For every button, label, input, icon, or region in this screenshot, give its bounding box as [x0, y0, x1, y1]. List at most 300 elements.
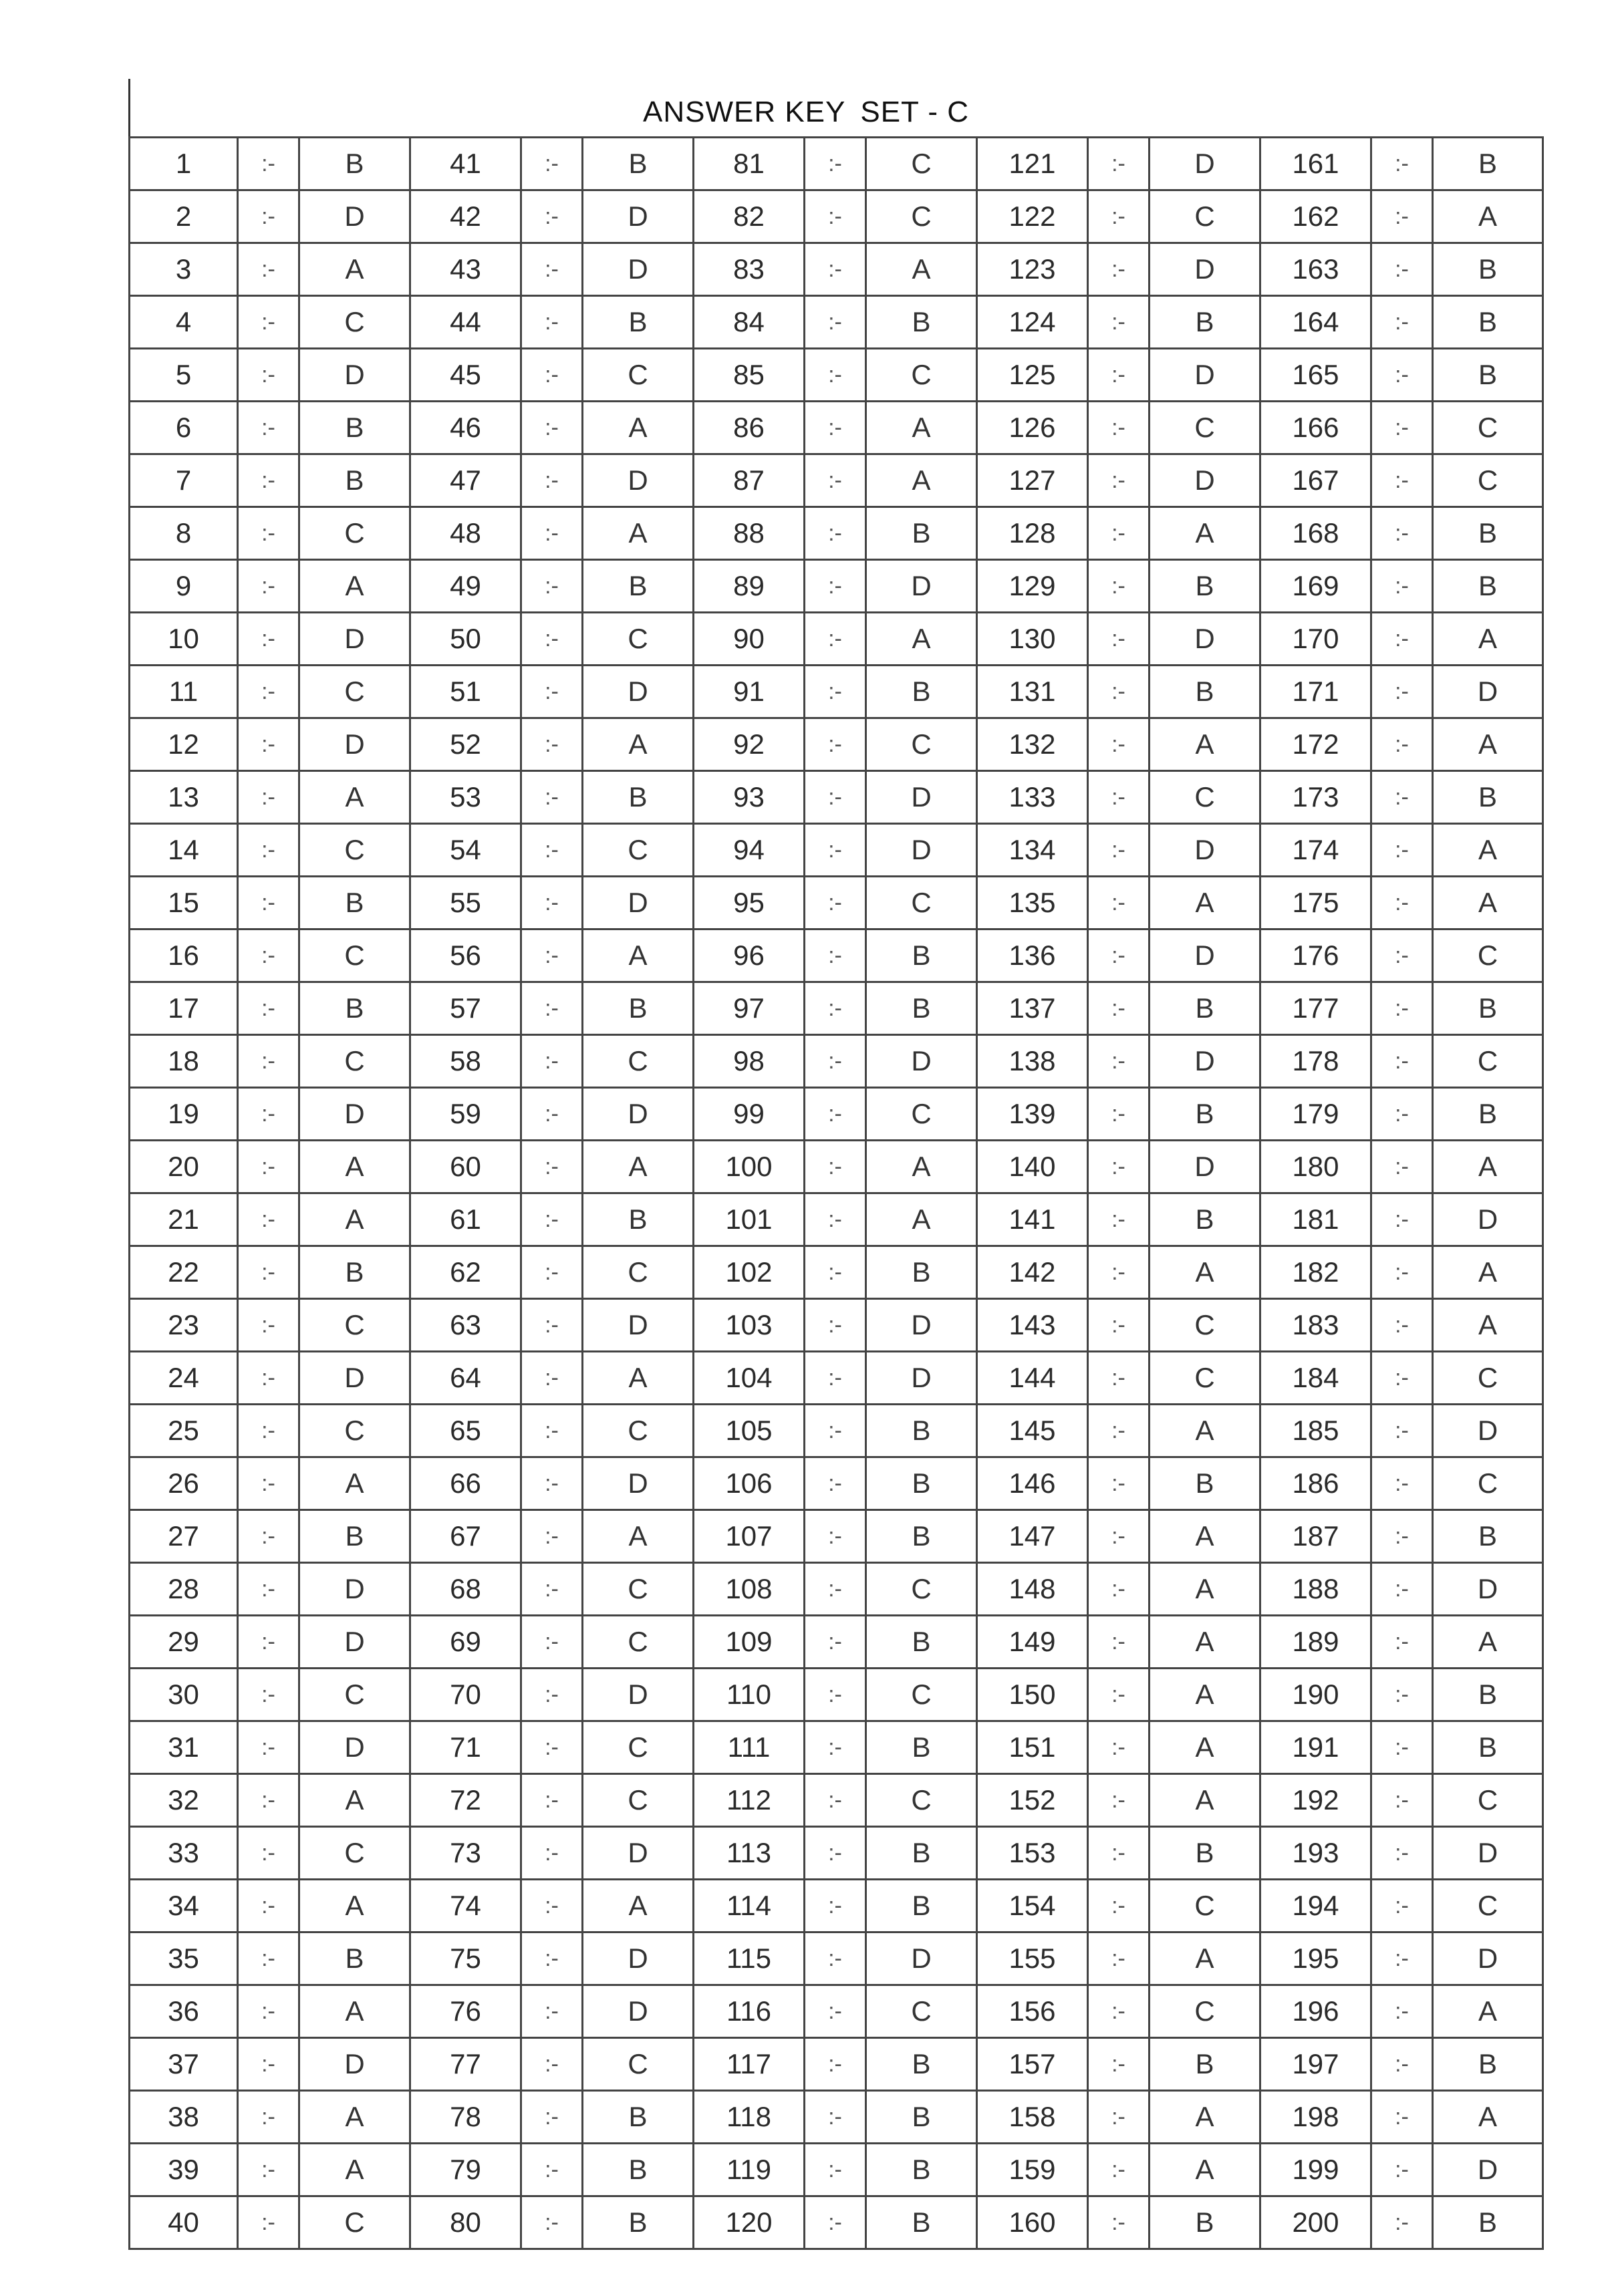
separator: :-: [238, 1985, 299, 2038]
table-row: [130, 1774, 1543, 1827]
answer-letter: D: [866, 824, 977, 877]
question-number: 133: [977, 771, 1088, 824]
table-row: [130, 190, 1543, 243]
separator: :-: [805, 1035, 866, 1088]
answer-letter: C: [1433, 1035, 1543, 1088]
separator: :-: [1088, 1246, 1150, 1299]
separator: :-: [521, 1141, 583, 1193]
answer-letter: D: [1150, 929, 1260, 982]
separator: :-: [805, 243, 866, 296]
question-number: 96: [694, 929, 805, 982]
answer-letter: A: [1433, 2091, 1543, 2144]
question-number: 25: [130, 1405, 238, 1457]
question-number: 184: [1260, 1352, 1371, 1405]
question-number: 8: [130, 507, 238, 560]
answer-letter: D: [1150, 138, 1260, 190]
separator: :-: [521, 718, 583, 771]
question-number: 109: [694, 1616, 805, 1669]
answer-letter: A: [1433, 613, 1543, 666]
separator: :-: [1088, 1721, 1150, 1774]
question-number: 125: [977, 349, 1088, 402]
title-main: ANSWER KEY: [642, 96, 846, 128]
separator: :-: [805, 296, 866, 349]
question-number: 14: [130, 824, 238, 877]
question-number: 196: [1260, 1985, 1371, 2038]
question-number: 104: [694, 1352, 805, 1405]
answer-letter: D: [583, 1299, 694, 1352]
table-row: [130, 2038, 1543, 2091]
question-number: 43: [410, 243, 521, 296]
answer-letter: C: [1433, 1457, 1543, 1510]
separator: :-: [521, 771, 583, 824]
question-number: 185: [1260, 1405, 1371, 1457]
question-number: 154: [977, 1880, 1088, 1932]
answer-letter: D: [1433, 1827, 1543, 1880]
question-number: 134: [977, 824, 1088, 877]
answer-letter: C: [1433, 1774, 1543, 1827]
answer-letter: A: [299, 1457, 410, 1510]
question-number: 98: [694, 1035, 805, 1088]
separator: :-: [805, 1141, 866, 1193]
question-number: 110: [694, 1669, 805, 1721]
answer-letter: B: [866, 2038, 977, 2091]
answer-letter: B: [299, 877, 410, 929]
question-number: 32: [130, 1774, 238, 1827]
answer-letter: B: [1150, 1457, 1260, 1510]
answer-letter: D: [1433, 1932, 1543, 1985]
answer-letter: D: [866, 1035, 977, 1088]
separator: :-: [238, 454, 299, 507]
table-row: [130, 1457, 1543, 1510]
answer-letter: D: [299, 1088, 410, 1141]
answer-letter: A: [1433, 877, 1543, 929]
table-row: [130, 1827, 1543, 1880]
question-number: 38: [130, 2091, 238, 2144]
table-row: [130, 560, 1543, 613]
answer-letter: B: [866, 2144, 977, 2196]
answer-letter: B: [866, 1721, 977, 1774]
answer-letter: B: [1150, 2196, 1260, 2249]
answer-letter: A: [583, 507, 694, 560]
question-number: 57: [410, 982, 521, 1035]
table-row: [130, 1405, 1543, 1457]
question-number: 145: [977, 1405, 1088, 1457]
separator: :-: [1088, 1774, 1150, 1827]
separator: :-: [1088, 1141, 1150, 1193]
question-number: 82: [694, 190, 805, 243]
separator: :-: [1088, 982, 1150, 1035]
question-number: 54: [410, 824, 521, 877]
answer-letter: A: [1433, 718, 1543, 771]
separator: :-: [1088, 454, 1150, 507]
table-row: [130, 1035, 1543, 1088]
question-number: 131: [977, 666, 1088, 718]
table-row: [130, 1193, 1543, 1246]
answer-letter: B: [866, 1880, 977, 1932]
question-number: 46: [410, 402, 521, 454]
answer-letter: B: [583, 2196, 694, 2249]
question-number: 124: [977, 296, 1088, 349]
table-row: [130, 1088, 1543, 1141]
answer-letter: D: [1150, 1035, 1260, 1088]
separator: :-: [1088, 2144, 1150, 2196]
separator: :-: [238, 402, 299, 454]
separator: :-: [1371, 190, 1433, 243]
question-number: 120: [694, 2196, 805, 2249]
answer-letter: D: [866, 1352, 977, 1405]
answer-letter: A: [1150, 1721, 1260, 1774]
answer-letter: D: [583, 666, 694, 718]
answer-letter: C: [1433, 1352, 1543, 1405]
separator: :-: [521, 2144, 583, 2196]
separator: :-: [238, 138, 299, 190]
answer-letter: D: [583, 1088, 694, 1141]
separator: :-: [805, 824, 866, 877]
question-number: 55: [410, 877, 521, 929]
answer-letter: A: [299, 560, 410, 613]
answer-letter: D: [299, 349, 410, 402]
question-number: 199: [1260, 2144, 1371, 2196]
separator: :-: [521, 1510, 583, 1563]
question-number: 90: [694, 613, 805, 666]
table-row: [130, 1880, 1543, 1932]
answer-letter: C: [1433, 402, 1543, 454]
question-number: 59: [410, 1088, 521, 1141]
table-row: [130, 1985, 1543, 2038]
question-number: 168: [1260, 507, 1371, 560]
separator: :-: [805, 1774, 866, 1827]
answer-letter: B: [1433, 1510, 1543, 1563]
separator: :-: [1088, 349, 1150, 402]
answer-letter: C: [583, 824, 694, 877]
separator: :-: [805, 190, 866, 243]
separator: :-: [521, 2038, 583, 2091]
answer-letter: D: [583, 1827, 694, 1880]
separator: :-: [521, 1721, 583, 1774]
answer-letter: C: [866, 1669, 977, 1721]
question-number: 101: [694, 1193, 805, 1246]
answer-letter: B: [583, 296, 694, 349]
question-number: 19: [130, 1088, 238, 1141]
question-number: 108: [694, 1563, 805, 1616]
separator: :-: [1371, 1193, 1433, 1246]
separator: :-: [238, 296, 299, 349]
question-number: 16: [130, 929, 238, 982]
answer-letter: C: [1150, 1299, 1260, 1352]
question-number: 130: [977, 613, 1088, 666]
separator: :-: [805, 560, 866, 613]
separator: :-: [805, 2144, 866, 2196]
answer-letter: D: [1150, 349, 1260, 402]
question-number: 22: [130, 1246, 238, 1299]
answer-letter: B: [1150, 1827, 1260, 1880]
question-number: 172: [1260, 718, 1371, 771]
separator: :-: [1371, 349, 1433, 402]
question-number: 167: [1260, 454, 1371, 507]
answer-letter: A: [866, 402, 977, 454]
answer-letter: A: [583, 1880, 694, 1932]
question-number: 88: [694, 507, 805, 560]
answer-letter: C: [866, 1088, 977, 1141]
question-number: 174: [1260, 824, 1371, 877]
answer-letter: D: [1150, 824, 1260, 877]
question-number: 77: [410, 2038, 521, 2091]
separator: :-: [1371, 1616, 1433, 1669]
question-number: 23: [130, 1299, 238, 1352]
question-number: 200: [1260, 2196, 1371, 2249]
separator: :-: [805, 1457, 866, 1510]
answer-letter: A: [299, 1880, 410, 1932]
table-row: [130, 718, 1543, 771]
separator: :-: [1371, 296, 1433, 349]
question-number: 53: [410, 771, 521, 824]
separator: :-: [805, 771, 866, 824]
question-number: 132: [977, 718, 1088, 771]
answer-letter: C: [1150, 771, 1260, 824]
separator: :-: [521, 1405, 583, 1457]
question-number: 135: [977, 877, 1088, 929]
answer-letter: B: [1433, 507, 1543, 560]
separator: :-: [1371, 1457, 1433, 1510]
separator: :-: [1371, 402, 1433, 454]
question-number: 72: [410, 1774, 521, 1827]
separator: :-: [238, 824, 299, 877]
question-number: 151: [977, 1721, 1088, 1774]
separator: :-: [1088, 402, 1150, 454]
table-row: [130, 507, 1543, 560]
separator: :-: [1371, 982, 1433, 1035]
answer-letter: C: [866, 1563, 977, 1616]
separator: :-: [521, 824, 583, 877]
separator: :-: [805, 454, 866, 507]
question-number: 62: [410, 1246, 521, 1299]
answer-letter: A: [1150, 877, 1260, 929]
answer-key-sheet: [128, 79, 1498, 2238]
question-number: 36: [130, 1985, 238, 2038]
question-number: 180: [1260, 1141, 1371, 1193]
question-number: 51: [410, 666, 521, 718]
separator: :-: [238, 2091, 299, 2144]
question-number: 191: [1260, 1721, 1371, 1774]
question-number: 1: [130, 138, 238, 190]
question-number: 74: [410, 1880, 521, 1932]
separator: :-: [521, 1774, 583, 1827]
separator: :-: [238, 1193, 299, 1246]
separator: :-: [238, 1510, 299, 1563]
question-number: 95: [694, 877, 805, 929]
separator: :-: [238, 718, 299, 771]
table-row: [130, 613, 1543, 666]
answer-letter: B: [299, 454, 410, 507]
answer-letter: C: [299, 296, 410, 349]
answer-letter: B: [866, 2196, 977, 2249]
separator: :-: [1088, 190, 1150, 243]
question-number: 35: [130, 1932, 238, 1985]
separator: :-: [521, 1669, 583, 1721]
answer-letter: B: [866, 2091, 977, 2144]
question-number: 79: [410, 2144, 521, 2196]
answer-letter: A: [866, 1141, 977, 1193]
separator: :-: [805, 1669, 866, 1721]
answer-letter: D: [583, 454, 694, 507]
question-number: 183: [1260, 1299, 1371, 1352]
answer-letter: C: [1433, 454, 1543, 507]
question-number: 91: [694, 666, 805, 718]
separator: :-: [1088, 2038, 1150, 2091]
question-number: 138: [977, 1035, 1088, 1088]
answer-letter: B: [1433, 2038, 1543, 2091]
separator: :-: [805, 1510, 866, 1563]
separator: :-: [1371, 2091, 1433, 2144]
question-number: 84: [694, 296, 805, 349]
answer-letter: D: [1150, 613, 1260, 666]
answer-key-table: [128, 136, 1544, 2250]
answer-letter: C: [583, 1774, 694, 1827]
question-number: 41: [410, 138, 521, 190]
question-number: 116: [694, 1985, 805, 2038]
separator: :-: [1088, 877, 1150, 929]
separator: :-: [805, 1985, 866, 2038]
separator: :-: [1088, 1510, 1150, 1563]
answer-letter: B: [1150, 2038, 1260, 2091]
question-number: 157: [977, 2038, 1088, 2091]
question-number: 17: [130, 982, 238, 1035]
question-number: 56: [410, 929, 521, 982]
answer-letter: A: [866, 1193, 977, 1246]
question-number: 48: [410, 507, 521, 560]
answer-letter: D: [1433, 1405, 1543, 1457]
separator: :-: [238, 1352, 299, 1405]
separator: :-: [1088, 2196, 1150, 2249]
table-row: [130, 824, 1543, 877]
answer-letter: B: [1433, 243, 1543, 296]
question-number: 188: [1260, 1563, 1371, 1616]
answer-letter: C: [299, 1405, 410, 1457]
answer-letter: B: [583, 982, 694, 1035]
separator: :-: [1088, 1932, 1150, 1985]
answer-letter: B: [1150, 1088, 1260, 1141]
answer-letter: A: [1150, 718, 1260, 771]
separator: :-: [1371, 1352, 1433, 1405]
answer-letter: D: [299, 2038, 410, 2091]
question-number: 21: [130, 1193, 238, 1246]
separator: :-: [238, 982, 299, 1035]
separator: :-: [1371, 1299, 1433, 1352]
separator: :-: [521, 929, 583, 982]
answer-letter: D: [866, 1299, 977, 1352]
separator: :-: [1088, 1563, 1150, 1616]
question-number: 11: [130, 666, 238, 718]
answer-letter: C: [1433, 1880, 1543, 1932]
question-number: 197: [1260, 2038, 1371, 2091]
table-row: [130, 1299, 1543, 1352]
question-number: 50: [410, 613, 521, 666]
separator: :-: [1088, 2091, 1150, 2144]
answer-letter: B: [1150, 296, 1260, 349]
question-number: 148: [977, 1563, 1088, 1616]
answer-letter: B: [583, 771, 694, 824]
separator: :-: [238, 1774, 299, 1827]
answer-letter: A: [1150, 1669, 1260, 1721]
answer-letter: C: [299, 2196, 410, 2249]
separator: :-: [805, 1880, 866, 1932]
separator: :-: [521, 243, 583, 296]
question-number: 5: [130, 349, 238, 402]
answer-letter: A: [583, 402, 694, 454]
table-row: [130, 349, 1543, 402]
separator: :-: [805, 613, 866, 666]
separator: :-: [1088, 1457, 1150, 1510]
table-row: [130, 771, 1543, 824]
answer-letter: C: [583, 1721, 694, 1774]
question-number: 78: [410, 2091, 521, 2144]
answer-letter: A: [866, 454, 977, 507]
answer-letter: A: [1433, 1616, 1543, 1669]
separator: :-: [238, 877, 299, 929]
answer-letter: A: [1433, 190, 1543, 243]
separator: :-: [805, 1352, 866, 1405]
question-number: 76: [410, 1985, 521, 2038]
answer-letter: B: [583, 2144, 694, 2196]
separator: :-: [521, 1457, 583, 1510]
answer-letter: B: [1150, 560, 1260, 613]
answer-letter: D: [299, 718, 410, 771]
separator: :-: [238, 560, 299, 613]
question-number: 115: [694, 1932, 805, 1985]
answer-letter: A: [866, 613, 977, 666]
question-number: 64: [410, 1352, 521, 1405]
answer-letter: C: [299, 666, 410, 718]
answer-letter: A: [299, 2144, 410, 2196]
separator: :-: [1088, 296, 1150, 349]
answer-letter: A: [1433, 1299, 1543, 1352]
question-number: 24: [130, 1352, 238, 1405]
question-number: 3: [130, 243, 238, 296]
separator: :-: [1088, 1088, 1150, 1141]
question-number: 65: [410, 1405, 521, 1457]
answer-letter: A: [583, 718, 694, 771]
answer-letter: C: [299, 824, 410, 877]
table-row: [130, 138, 1543, 190]
question-number: 6: [130, 402, 238, 454]
question-number: 144: [977, 1352, 1088, 1405]
answer-letter: A: [1150, 507, 1260, 560]
answer-letter: B: [1433, 2196, 1543, 2249]
separator: :-: [1371, 771, 1433, 824]
question-number: 153: [977, 1827, 1088, 1880]
question-number: 182: [1260, 1246, 1371, 1299]
separator: :-: [1088, 1352, 1150, 1405]
answer-letter: B: [1433, 296, 1543, 349]
answer-letter: B: [866, 1457, 977, 1510]
question-number: 186: [1260, 1457, 1371, 1510]
table-row: [130, 666, 1543, 718]
separator: :-: [1371, 1405, 1433, 1457]
answer-letter: D: [866, 560, 977, 613]
separator: :-: [521, 1193, 583, 1246]
answer-letter: C: [1150, 1880, 1260, 1932]
separator: :-: [521, 349, 583, 402]
separator: :-: [1371, 138, 1433, 190]
separator: :-: [238, 190, 299, 243]
separator: :-: [1088, 507, 1150, 560]
separator: :-: [1371, 1985, 1433, 2038]
question-number: 192: [1260, 1774, 1371, 1827]
question-number: 163: [1260, 243, 1371, 296]
answer-letter: C: [1150, 1985, 1260, 2038]
separator: :-: [238, 613, 299, 666]
question-number: 189: [1260, 1616, 1371, 1669]
